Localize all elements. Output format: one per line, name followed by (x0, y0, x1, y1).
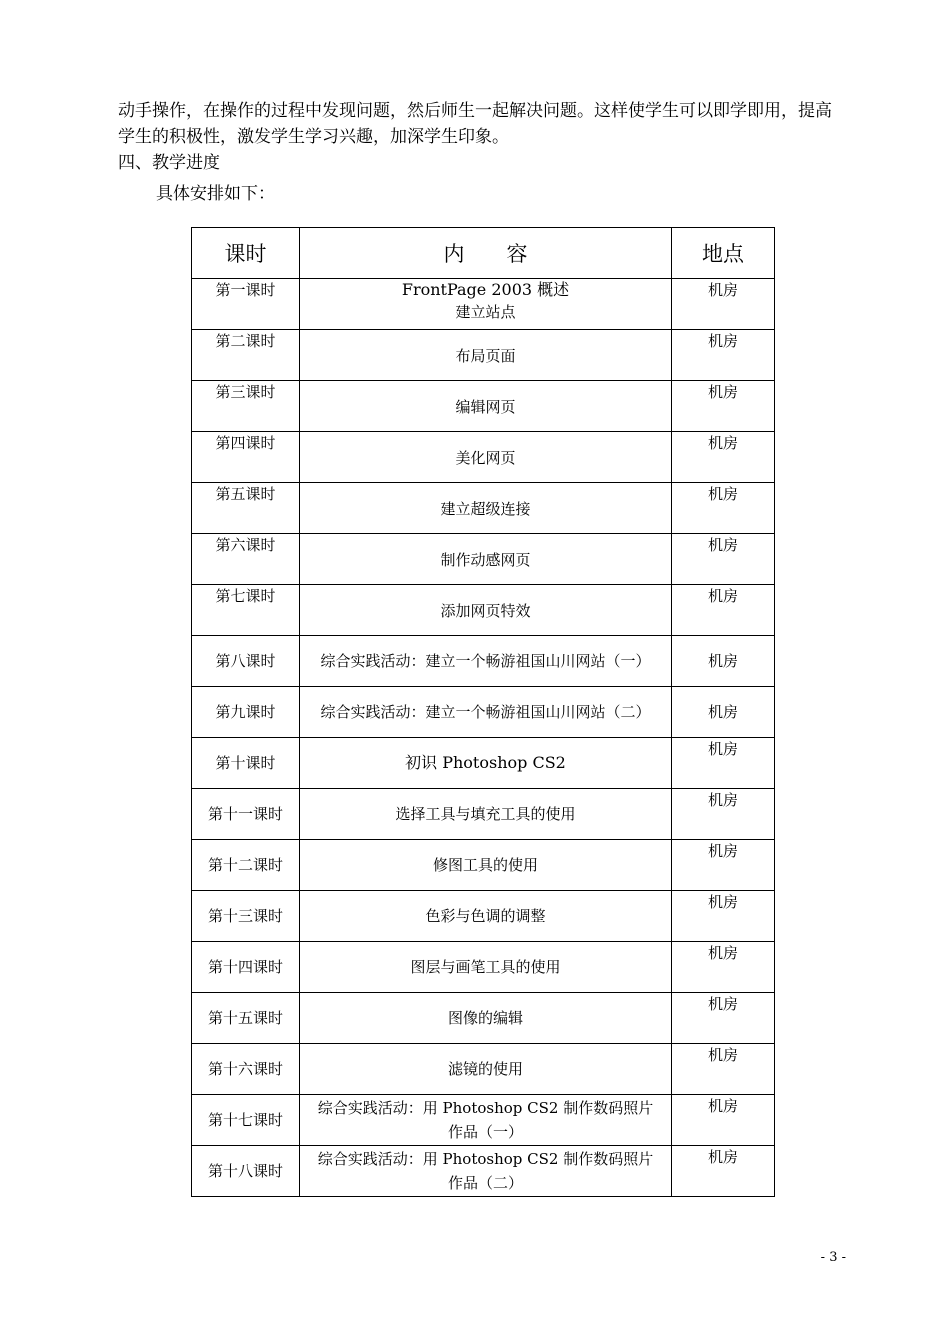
place-cell: 机房 (672, 789, 775, 840)
table-row (192, 1044, 775, 1095)
lesson-cell: 第三课时 (192, 381, 300, 432)
content-cell: 图层与画笔工具的使用 (300, 942, 672, 993)
lesson-cell: 第一课时 (192, 279, 300, 330)
place-cell: 机房 (672, 585, 775, 636)
lesson-cell: 第六课时 (192, 534, 300, 585)
place-cell: 机房 (672, 840, 775, 891)
content-line: 综合实践活动：用 Photoshop CS2 制作数码照片 (317, 1150, 654, 1168)
content-cell: 美化网页 (300, 432, 672, 483)
table-row (192, 585, 775, 636)
place-cell: 机房 (672, 636, 775, 687)
place-cell: 机房 (672, 381, 775, 432)
place-cell: 机房 (672, 687, 775, 738)
content-line: FrontPage 2003 概述 (401, 280, 570, 299)
lesson-cell: 第十七课时 (192, 1095, 300, 1146)
content-line: 综合实践活动：用 Photoshop CS2 制作数码照片 (317, 1099, 654, 1117)
table-row (192, 279, 775, 330)
table-row (192, 738, 775, 789)
content-cell: 综合实践活动：建立一个畅游祖国山川网站（一） (300, 636, 672, 687)
table-row (192, 432, 775, 483)
intro-line: 具体安排如下： (156, 184, 275, 204)
lesson-cell: 第二课时 (192, 330, 300, 381)
place-cell: 机房 (672, 279, 775, 330)
place-cell: 机房 (672, 738, 775, 789)
header-place: 地点 (672, 228, 775, 279)
lesson-cell: 第十三课时 (192, 891, 300, 942)
table-row (192, 789, 775, 840)
content-cell: 滤镜的使用 (300, 1044, 672, 1095)
lesson-cell: 第十五课时 (192, 993, 300, 1044)
place-cell: 机房 (672, 942, 775, 993)
place-cell: 机房 (672, 534, 775, 585)
table-row (192, 687, 775, 738)
content-line: 作品（一） (447, 1123, 523, 1141)
content-cell: 编辑网页 (300, 381, 672, 432)
content-cell: 布局页面 (300, 330, 672, 381)
table-row (192, 636, 775, 687)
table-row (192, 1146, 775, 1197)
section-heading: 四、教学进度 (118, 153, 220, 173)
lesson-cell: 第十四课时 (192, 942, 300, 993)
lesson-cell: 第十一课时 (192, 789, 300, 840)
lesson-cell: 第十八课时 (192, 1146, 300, 1197)
lesson-cell: 第七课时 (192, 585, 300, 636)
content-cell (300, 1095, 672, 1146)
lesson-cell: 第八课时 (192, 636, 300, 687)
content-cell: 修图工具的使用 (300, 840, 672, 891)
place-cell: 机房 (672, 993, 775, 1044)
table-row (192, 942, 775, 993)
header-lesson: 课时 (192, 228, 300, 279)
content-cell: 添加网页特效 (300, 585, 672, 636)
lesson-cell: 第四课时 (192, 432, 300, 483)
lesson-cell: 第十六课时 (192, 1044, 300, 1095)
table-row (192, 381, 775, 432)
place-cell: 机房 (672, 483, 775, 534)
content-line: 建立站点 (455, 303, 516, 321)
lesson-cell: 第十课时 (192, 738, 300, 789)
content-cell: 综合实践活动：建立一个畅游祖国山川网站（二） (300, 687, 672, 738)
place-cell: 机房 (672, 1095, 775, 1146)
place-cell: 机房 (672, 1146, 775, 1197)
table-row (192, 330, 775, 381)
lesson-cell: 第十二课时 (192, 840, 300, 891)
content-cell: 初识 Photoshop CS2 (300, 738, 672, 789)
place-cell: 机房 (672, 330, 775, 381)
place-cell: 机房 (672, 1044, 775, 1095)
schedule-table (191, 227, 775, 1197)
content-cell (300, 279, 672, 330)
content-cell: 图像的编辑 (300, 993, 672, 1044)
lesson-cell: 第五课时 (192, 483, 300, 534)
content-line: 作品（二） (447, 1174, 523, 1192)
table-row (192, 891, 775, 942)
content-cell: 制作动感网页 (300, 534, 672, 585)
place-cell: 机房 (672, 891, 775, 942)
content-cell (300, 1146, 672, 1197)
table-row (192, 1095, 775, 1146)
header-content: 内 容 (300, 228, 672, 279)
place-cell: 机房 (672, 432, 775, 483)
body-paragraph: 动手操作，在操作的过程中发现问题，然后师生一起解决问题。这样使学生可以即学即用，提高学生的积极性，激发学生学习兴趣，加深学生印象。 (118, 101, 832, 147)
table-row (192, 993, 775, 1044)
table-row (192, 534, 775, 585)
table-header-row (192, 228, 775, 279)
table-row (192, 840, 775, 891)
table-row (192, 483, 775, 534)
page-number: - 3 - (820, 1250, 846, 1265)
content-cell: 选择工具与填充工具的使用 (300, 789, 672, 840)
content-cell: 建立超级连接 (300, 483, 672, 534)
content-cell: 色彩与色调的调整 (300, 891, 672, 942)
lesson-cell: 第九课时 (192, 687, 300, 738)
